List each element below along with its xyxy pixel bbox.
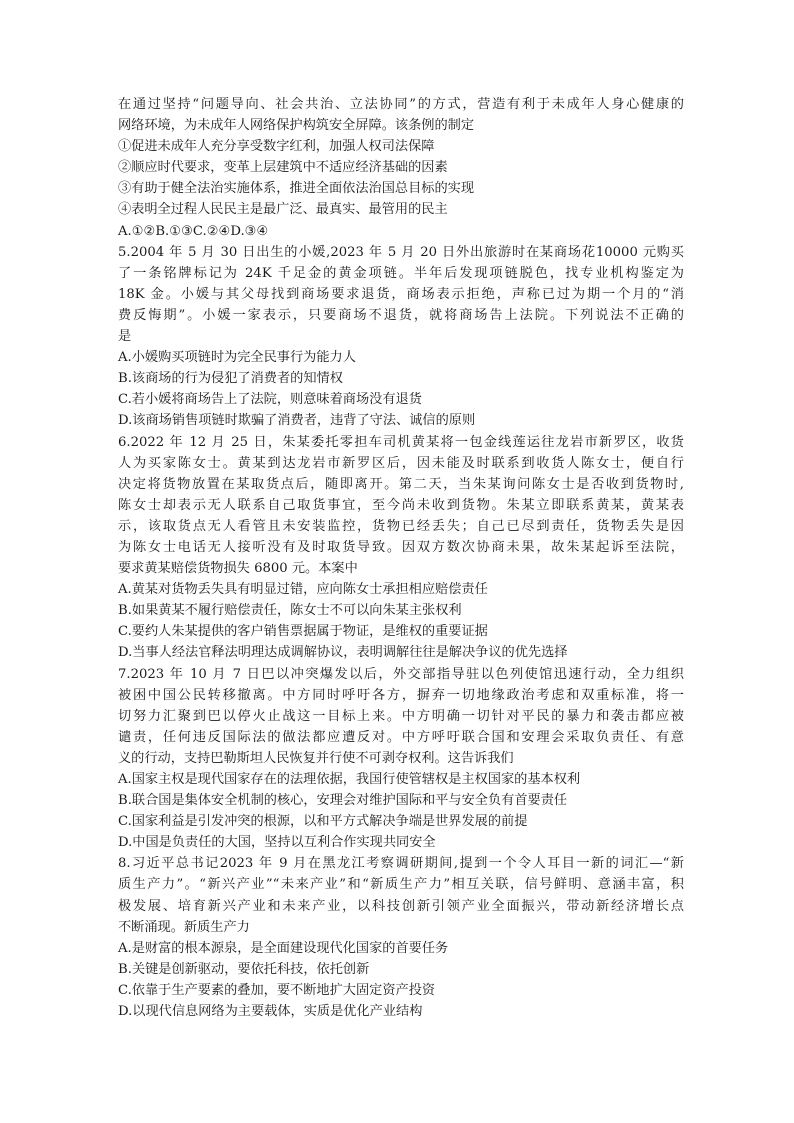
question-stem-line: 是	[118, 329, 132, 345]
question-stem-line: 8.习近平总书记2023 年 9 月在黑龙江考察调研期间,提到一个令人耳目一新的词汇—“新	[118, 856, 684, 872]
question-stem-line: 义的行动，支持巴勒斯坦人民恢复并行使不可剥夺权利。这告诉我们	[118, 750, 514, 766]
option-d: D.中国是负责任的大国，坚持以互利合作实现共同安全	[118, 835, 436, 851]
option-b: B.该商场的行为侵犯了消费者的知情权	[118, 371, 343, 387]
option-a: A.是财富的根本源泉，是全面建设现代化国家的首要任务	[118, 940, 449, 956]
question-6	[118, 432, 684, 664]
question-stem-line: 谴责，任何违反国际法的做法都应遭反对。中方呼吁联合国和安理会采取负责任、有意	[118, 729, 684, 745]
option-b: B.如果黄某不履行赔偿责任，陈女士不可以向朱某主张权利	[118, 603, 462, 619]
question-stem-line: 极发展、培育新兴产业和未来产业，以科技创新引领产业全面振兴，带动新经济增长点	[118, 898, 684, 914]
question-stem-line: 被困中国公民转移撤离。中方同时呼吁各方，摒弃一切地缘政治考虑和双重标准，将一	[118, 687, 684, 703]
statement: ①促进未成年人充分享受数字红利，加强人权司法保障	[118, 139, 435, 155]
statement: ④表明全过程人民民主是最广泛、最真实、最管用的民主	[118, 202, 448, 218]
question-stem-line: 决定将货物放置在某取货点后，随即离开。第二天，当朱某询问陈女士是否收到货物时,	[118, 476, 684, 492]
question-stem-line: 人为买家陈女士。黄某到达龙岩市新罗区后，因未能及时联系到收货人陈女士，便自行	[118, 455, 684, 471]
option-b: B.关键是创新驱动，要依托科技，依托创新	[118, 961, 370, 977]
question-stem-line: 不断涌现。新质生产力	[118, 919, 250, 935]
question-stem-line: 要求黄某赔偿货物损失 6800 元。本案中	[118, 561, 358, 577]
intro-line: 在通过坚持“问题导向、社会共治、立法协同”的方式，营造有利于未成年人身心健康的	[118, 97, 684, 112]
option-c: C.要约人朱某提供的客户销售票据属于物证，是维权的重要证据	[118, 624, 488, 640]
option-c: C.国家利益是引发冲突的根源，以和平方式解决争端是世界发展的前提	[118, 814, 528, 830]
question-stem-line: 为陈女士电话无人接听没有及时取货导致。因双方数次协商未果，故朱某起诉至法院，	[118, 539, 684, 555]
question-stem-line: 切努力汇聚到巴以停火止战这一目标上来。中方明确一切针对平民的暴力和袭击都应被	[118, 708, 684, 724]
question-8	[118, 853, 684, 1022]
question-5	[118, 242, 684, 432]
answer-choices: A.①②B.①③C.②④D.③④	[118, 223, 269, 239]
statement: ③有助于健全法治实施体系，推进全面依法治国总目标的实现	[118, 181, 475, 197]
option-d: D.该商场销售项链时欺骗了消费者，违背了守法、诚信的原则	[118, 413, 476, 429]
option-c: C.若小媛将商场告上了法院，则意味着商场没有退货	[118, 392, 422, 408]
question-stem-line: 示，该取货点无人看管且未安装监控，货物已经丢失；自己已尽到责任，货物丢失是因	[118, 518, 684, 534]
intro-block	[118, 94, 684, 242]
question-7	[118, 664, 684, 854]
question-stem-line: 7.2023 年 10 月 7 日巴以冲突爆发以后，外交部指导驻以色列使馆迅速行动，全力组织	[118, 666, 684, 682]
intro-line: 网络环境，为未成年人网络保护构筑安全屏障。该条例的制定	[118, 118, 475, 134]
question-stem-line: 费反悔期”。小媛一家表示，只要商场不退货，就将商场告上法院。下列说法不正确的	[118, 307, 684, 323]
option-d: D.以现代信息网络为主要载体，实质是优化产业结构	[118, 1004, 423, 1020]
question-stem-line: 6.2022 年 12 月 25 日，朱某委托零担车司机黄某将一包金线莲运往龙岩市新罗区，收货	[118, 434, 684, 450]
option-a: A.黄某对货物丢失具有明显过错，应向陈女士承担相应赔偿责任	[118, 582, 488, 598]
question-stem-line: 陈女士却表示无人联系自己取货事宜，至今尚未收到货物。朱某立即联系黄某，黄某表	[118, 497, 684, 513]
option-a: A.小媛购买项链时为完全民事行为能力人	[118, 350, 356, 366]
option-a: A.国家主权是现代国家存在的法理依据，我国行使管辖权是主权国家的基本权利	[118, 772, 581, 787]
option-c: C.依靠于生产要素的叠加，要不断地扩大固定资产投资	[118, 982, 436, 998]
statement: ②顺应时代要求，变革上层建筑中不适应经济基础的因素	[118, 160, 448, 176]
exam-page	[118, 94, 684, 1022]
question-stem-line: 质生产力”。“新兴产业”“未来产业”和“新质生产力”相互关联，信号鲜明、意涵丰富，积	[118, 877, 684, 893]
question-stem-line: 18K 金。小媛与其父母找到商场要求退货，商场表示拒绝，声称已过为期一个月的“消	[118, 286, 684, 302]
question-stem-line: 了一条铭牌标记为 24K 千足金的黄金项链。半年后发现项链脱色，找专业机构鉴定为	[118, 265, 684, 281]
question-stem-line: 5.2004 年 5 月 30 日出生的小媛,2023 年 5 月 20 日外出旅游时在某商场花10000 元购买	[118, 244, 684, 260]
option-b: B.联合国是集体安全机制的核心，安理会对维护国际和平与安全负有首要责任	[118, 793, 568, 809]
option-d: D.当事人经法官释法明理达成调解协议，表明调解往往是解决争议的优先选择	[118, 645, 568, 661]
